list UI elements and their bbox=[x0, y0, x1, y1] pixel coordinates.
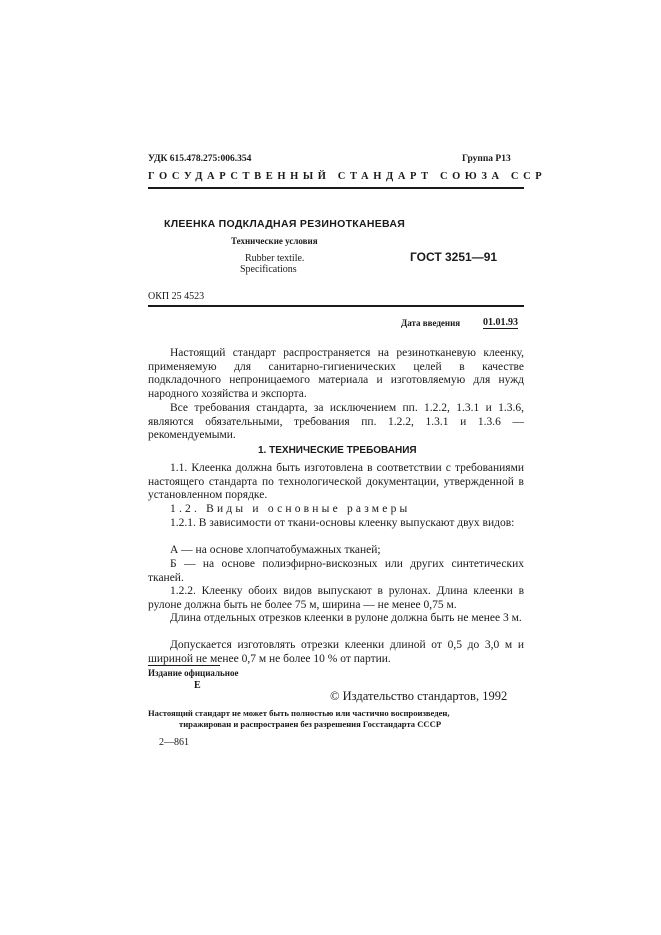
reproduction-notice-line1: Настоящий стандарт не может быть полностью или частично воспроизведен, bbox=[148, 708, 450, 718]
clause-1-2-2: 1.2.2. Клеенку обоих видов выпускают в рулонах. Длина клеенки в рулоне должна быть не более 75 м, ширина — не менее 0,75 м. bbox=[148, 585, 524, 611]
okp-code: ОКП 25 4523 bbox=[148, 291, 205, 302]
clause-1-2-1: 1.2.1. В зависимости от ткани-основы клеенку выпускают двух видов: bbox=[170, 517, 515, 529]
document-subtitle: Технические условия bbox=[231, 236, 318, 246]
document-title: КЛЕЕНКА ПОДКЛАДНАЯ РЕЗИНОТКАНЕВАЯ bbox=[164, 218, 406, 230]
introduction-label: Дата введения bbox=[401, 318, 461, 328]
paragraph-allowed: Допускается изготовлять отрезки клеенки длиной от 0,5 до 3,0 м и шириной не менее 0,7 м не более 10 % от партии. bbox=[148, 639, 524, 665]
paragraph-length: Длина отдельных отрезков клеенки в рулоне должна быть не менее 3 м. bbox=[170, 612, 522, 624]
english-title-line1: Rubber textile. bbox=[245, 253, 305, 264]
clause-1-1: 1.1. Клеенка должна быть изготовлена в соответствии с требованиями настоящего стандарта по технологической документации, утвержденной в установленном порядке. bbox=[148, 462, 524, 502]
gost-number: ГОСТ 3251—91 bbox=[410, 250, 498, 264]
section-1-heading: 1. ТЕХНИЧЕСКИЕ ТРЕБОВАНИЯ bbox=[258, 445, 417, 456]
page-code: 2—861 bbox=[159, 737, 189, 748]
intro-paragraph-scope: Настоящий стандарт распространяется на резинотканевую клеенку, применяемую для санитарно-гигиенических целей в качестве подкладочного непроницаемого материала и изготовляемую для нужд народного хозяйства и экспорта. bbox=[148, 347, 524, 400]
reproduction-notice-line2: тиражирован и распространен без разрешения Госстандарта СССР bbox=[179, 719, 442, 729]
title-rule bbox=[148, 305, 524, 307]
list-item-a: А — на основе хлопчатобумажных тканей; bbox=[170, 544, 381, 556]
group-code: Группа Р13 bbox=[462, 154, 511, 164]
english-title-line2: Specifications bbox=[240, 264, 297, 275]
official-edition: Издание официальное bbox=[148, 668, 239, 678]
edition-letter: Е bbox=[194, 680, 201, 691]
introduction-date: 01.01.93 bbox=[483, 317, 518, 328]
udc-code: УДК 615.478.275:006.354 bbox=[148, 154, 252, 164]
footer-short-rule bbox=[148, 665, 220, 666]
copyright-notice: © Издательство стандартов, 1992 bbox=[330, 689, 508, 703]
intro-paragraph-mandatory: Все требования стандарта, за исключением пп. 1.2.2, 1.3.1 и 1.3.6, являются обязательными, требования пп. 1.2.2, 1.3.1 и 1.3.6 — рекомендуемыми. bbox=[148, 402, 524, 442]
state-standard-title: ГОСУДАРСТВЕННЫЙ СТАНДАРТ СОЮЗА ССР bbox=[148, 171, 547, 182]
header-rule bbox=[148, 187, 524, 189]
clause-1-2-heading: 1.2. Виды и основные размеры bbox=[170, 503, 411, 515]
list-item-b: Б — на основе полиэфирно-вискозных или других синтетических тканей. bbox=[148, 558, 524, 584]
